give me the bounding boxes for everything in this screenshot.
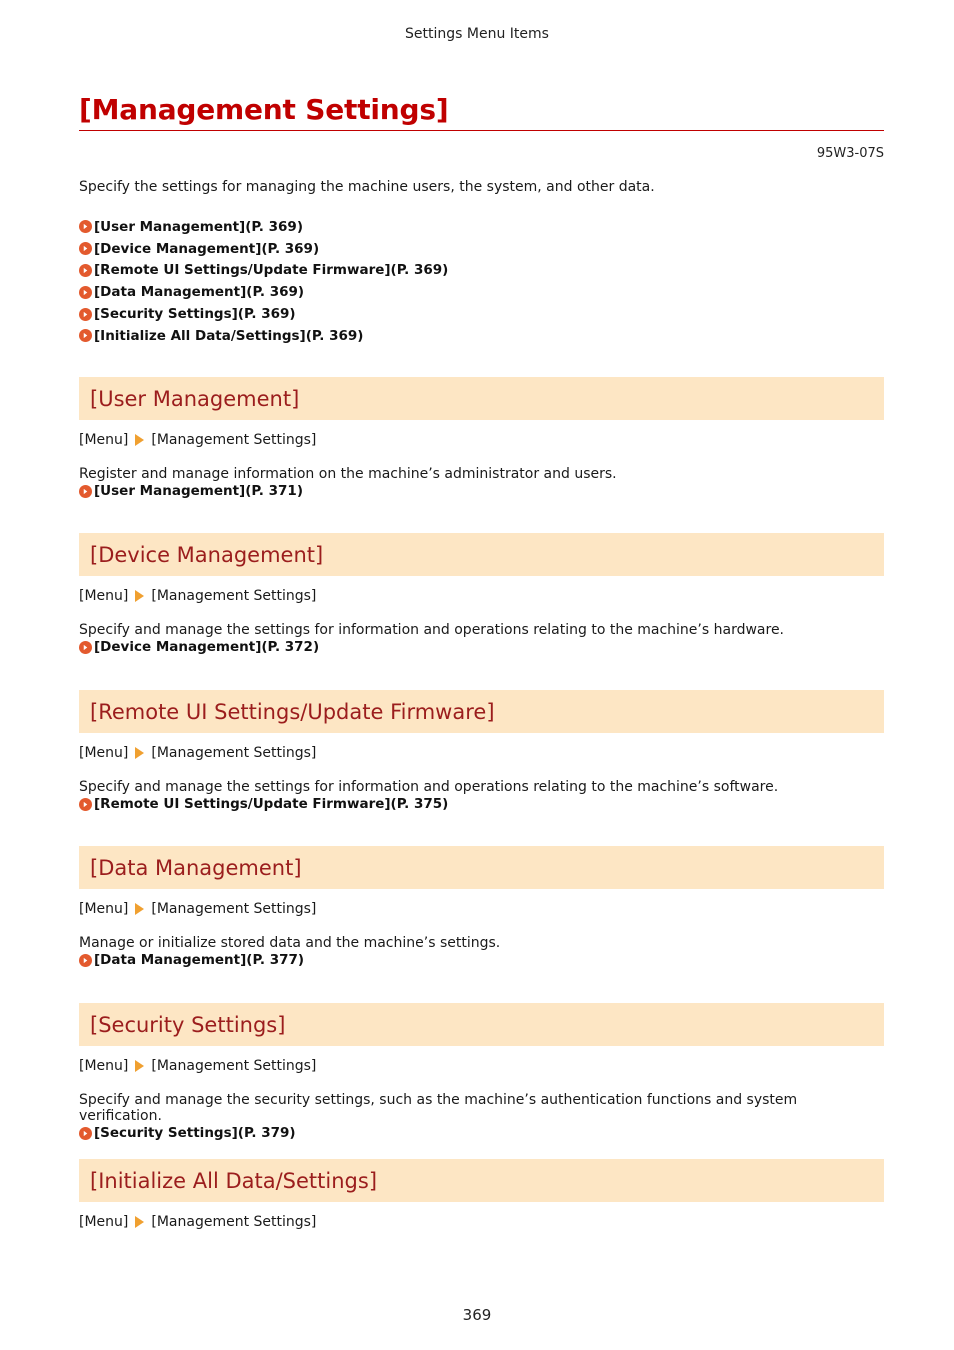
toc-link-remote-ui[interactable] bbox=[79, 260, 448, 282]
page-number: 369 bbox=[462, 1306, 492, 1324]
section-heading: [Device Management] bbox=[79, 533, 884, 576]
path-arrow-icon bbox=[135, 590, 144, 602]
section-link-label: [User Management](P. 371) bbox=[94, 483, 303, 499]
section-description: Specify and manage the security settings, such as the machine’s authentication functions and system verification. bbox=[79, 1092, 798, 1124]
section-link[interactable] bbox=[79, 638, 884, 656]
toc-link-label: [Device Management](P. 369) bbox=[94, 240, 320, 257]
toc-link-label: [User Management](P. 369) bbox=[94, 218, 303, 235]
section-description: Register and manage information on the machine’s administrator and users. bbox=[79, 466, 617, 482]
menu-path bbox=[79, 432, 884, 448]
section-initialize bbox=[79, 1159, 884, 1230]
toc-link-device-management[interactable] bbox=[79, 238, 448, 260]
section-description: Manage or initialize stored data and the machine’s settings. bbox=[79, 935, 501, 951]
section-link-label: [Security Settings](P. 379) bbox=[94, 1125, 296, 1141]
menu-path-item: [Menu] bbox=[79, 901, 129, 917]
intro-text: Specify the settings for managing the machine users, the system, and other data. bbox=[79, 179, 655, 195]
toc-link-label: [Security Settings](P. 369) bbox=[94, 306, 296, 323]
toc-link-label: [Initialize All Data/Settings](P. 369) bbox=[94, 327, 364, 344]
toc-links bbox=[79, 216, 448, 347]
menu-path-item: [Management Settings] bbox=[151, 432, 317, 448]
toc-link-label: [Remote UI Settings/Update Firmware](P. 369) bbox=[94, 262, 449, 279]
menu-path bbox=[79, 901, 884, 917]
menu-path-item: [Management Settings] bbox=[151, 745, 317, 761]
menu-path-item: [Management Settings] bbox=[151, 588, 317, 604]
toc-link-security-settings[interactable] bbox=[79, 303, 448, 325]
path-arrow-icon bbox=[135, 1216, 144, 1228]
menu-path-item: [Menu] bbox=[79, 432, 129, 448]
arrow-circle-icon bbox=[79, 641, 92, 654]
section-description: Specify and manage the settings for information and operations relating to the machine’s software. bbox=[79, 779, 779, 795]
menu-path bbox=[79, 745, 884, 761]
menu-path-item: [Menu] bbox=[79, 588, 129, 604]
arrow-circle-icon bbox=[79, 1127, 92, 1140]
path-arrow-icon bbox=[135, 434, 144, 446]
arrow-circle-icon bbox=[79, 242, 92, 255]
section-link-label: [Device Management](P. 372) bbox=[94, 639, 320, 655]
menu-path-item: [Management Settings] bbox=[151, 901, 317, 917]
section-heading: [User Management] bbox=[79, 377, 884, 420]
section-link[interactable] bbox=[79, 951, 884, 969]
section-user-management bbox=[79, 377, 884, 500]
section-remote-ui bbox=[79, 690, 884, 813]
arrow-circle-icon bbox=[79, 485, 92, 498]
toc-link-initialize[interactable] bbox=[79, 325, 448, 347]
section-heading: [Initialize All Data/Settings] bbox=[79, 1159, 884, 1202]
document-id: 95W3-07S bbox=[816, 146, 884, 161]
path-arrow-icon bbox=[135, 747, 144, 759]
path-arrow-icon bbox=[135, 903, 144, 915]
section-link-label: [Remote UI Settings/Update Firmware](P. 375) bbox=[94, 796, 449, 812]
section-device-management bbox=[79, 533, 884, 656]
arrow-circle-icon bbox=[79, 286, 92, 299]
section-heading: [Remote UI Settings/Update Firmware] bbox=[79, 690, 884, 733]
arrow-circle-icon bbox=[79, 264, 92, 277]
arrow-circle-icon bbox=[79, 954, 92, 967]
arrow-circle-icon bbox=[79, 798, 92, 811]
arrow-circle-icon bbox=[79, 220, 92, 233]
path-arrow-icon bbox=[135, 1060, 144, 1072]
menu-path bbox=[79, 588, 884, 604]
section-heading: [Security Settings] bbox=[79, 1003, 884, 1046]
menu-path-item: [Management Settings] bbox=[151, 1214, 317, 1230]
toc-link-data-management[interactable] bbox=[79, 281, 448, 303]
section-link[interactable] bbox=[79, 1124, 884, 1142]
toc-link-user-management[interactable] bbox=[79, 216, 448, 238]
section-description: Specify and manage the settings for information and operations relating to the machine’s hardware. bbox=[79, 622, 785, 638]
running-header: Settings Menu Items bbox=[405, 26, 549, 42]
toc-link-label: [Data Management](P. 369) bbox=[94, 284, 305, 301]
menu-path bbox=[79, 1214, 884, 1230]
arrow-circle-icon bbox=[79, 329, 92, 342]
section-heading: [Data Management] bbox=[79, 846, 884, 889]
menu-path-item: [Menu] bbox=[79, 1058, 129, 1074]
section-security-settings bbox=[79, 1003, 884, 1142]
menu-path-item: [Management Settings] bbox=[151, 1058, 317, 1074]
section-link[interactable] bbox=[79, 482, 884, 500]
section-link-label: [Data Management](P. 377) bbox=[94, 952, 305, 968]
arrow-circle-icon bbox=[79, 308, 92, 321]
page-title: [Management Settings] bbox=[79, 93, 884, 131]
section-data-management bbox=[79, 846, 884, 969]
menu-path-item: [Menu] bbox=[79, 745, 129, 761]
menu-path-item: [Menu] bbox=[79, 1214, 129, 1230]
section-link[interactable] bbox=[79, 795, 884, 813]
menu-path bbox=[79, 1058, 884, 1074]
